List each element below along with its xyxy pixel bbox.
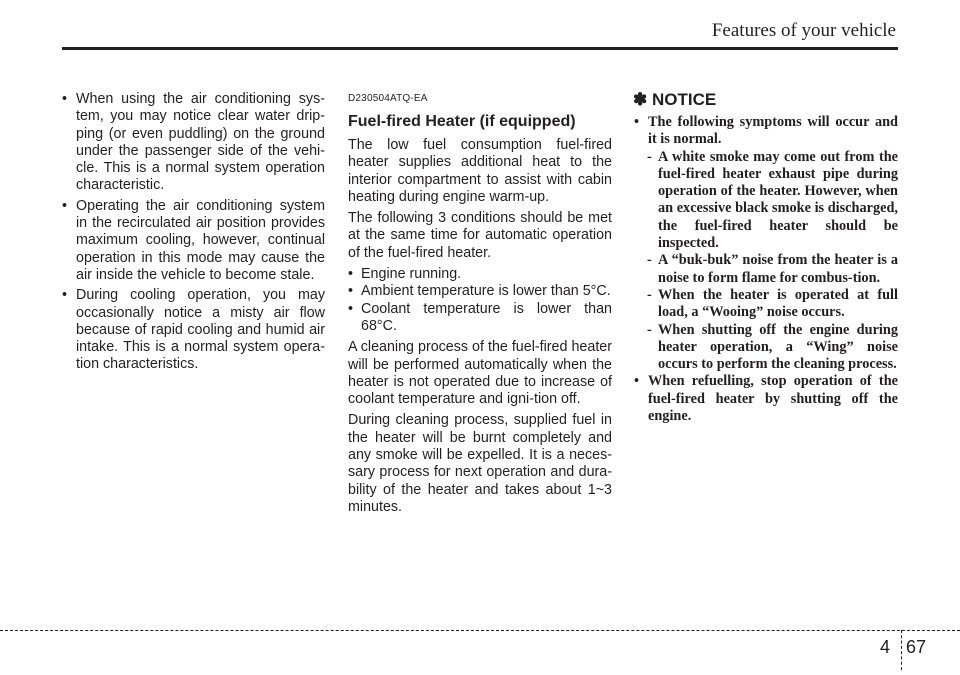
notice-dash-item: - When shutting off the engine during heater operation, a “Wing” noise occurs to perform the cleaning process. [633,322,898,374]
notice-heading: ✽ NOTICE [633,90,717,109]
notice-dash-item: - When the heater is operated at full load, a “Wooing” noise occurs. [633,287,898,322]
conditions-paragraph: The following 3 conditions should be met at the same time for automatic operation of the fuel-fired heater. [348,210,612,261]
condition-item: • Coolant temperature is lower than 68°C. [348,301,612,336]
heater-intro-paragraph: The low fuel consumption fuel-fired heater supplies additional heat to the interior compartment to assist with cabin heating during engine warm-up. [348,137,612,205]
footer-divider [901,630,902,670]
header-rule [62,47,898,50]
ac-bullet-1: • When using the air conditioning sys-tem, you may notice clear water drip-ping (or even puddling) on the ground under the passenger side of the vehi-cle. This is a normal system operation characteristic. [62,91,325,195]
condition-item: • Engine running. [348,266,612,283]
condition-item: • Ambient temperature is lower than 5°C. [348,283,612,300]
column-1 [62,91,325,377]
notice-bullet: • When refuelling, stop operation of the fuel-fired heater by shutting off the engine. [633,373,898,425]
column-2 [348,91,612,520]
section-code: D230504ATQ-EA [348,93,428,104]
ac-bullet-3: • During cooling operation, you may occasionally notice a misty air flow because of rapid cooling and humid air intake. This is a normal system opera-tion characteristics. [62,287,325,373]
section-heading: Fuel-fired Heater (if equipped) [348,113,576,130]
page-number: 67 [906,637,927,657]
ac-bullet-2: • Operating the air conditioning system in the recirculated air position provides maximum cooling, however, continual operation in this mode may cause the air inside the vehicle to become stale. [62,198,325,284]
section-number: 4 [880,637,891,657]
notice-dash-item: - A “buk-buk” noise from the heater is a noise to form flame for combus-tion. [633,252,898,287]
notice-bullet: • The following symptoms will occur and it is normal. [633,114,898,149]
footer-rule [0,630,960,631]
cleaning-paragraph: A cleaning process of the fuel-fired heater will be performed automatically when the heater is not operated due to increase of coolant temperature and igni-tion off. [348,339,612,408]
page-header-title: Features of your vehicle [711,20,896,41]
notice-box [633,91,898,425]
notice-dash-item: - A white smoke may come out from the fuel-fired heater exhaust pipe during operation of the heater. However, when an excessive black smoke is discharged, the fuel-fired heater should be inspected. [633,149,898,253]
cleaning-detail-paragraph: During cleaning process, supplied fuel in the heater will be burnt completely and any smoke will be expelled. It is a neces-sary process for next operation and dura-bility of the heater and takes about 1~3 minutes. [348,412,612,515]
